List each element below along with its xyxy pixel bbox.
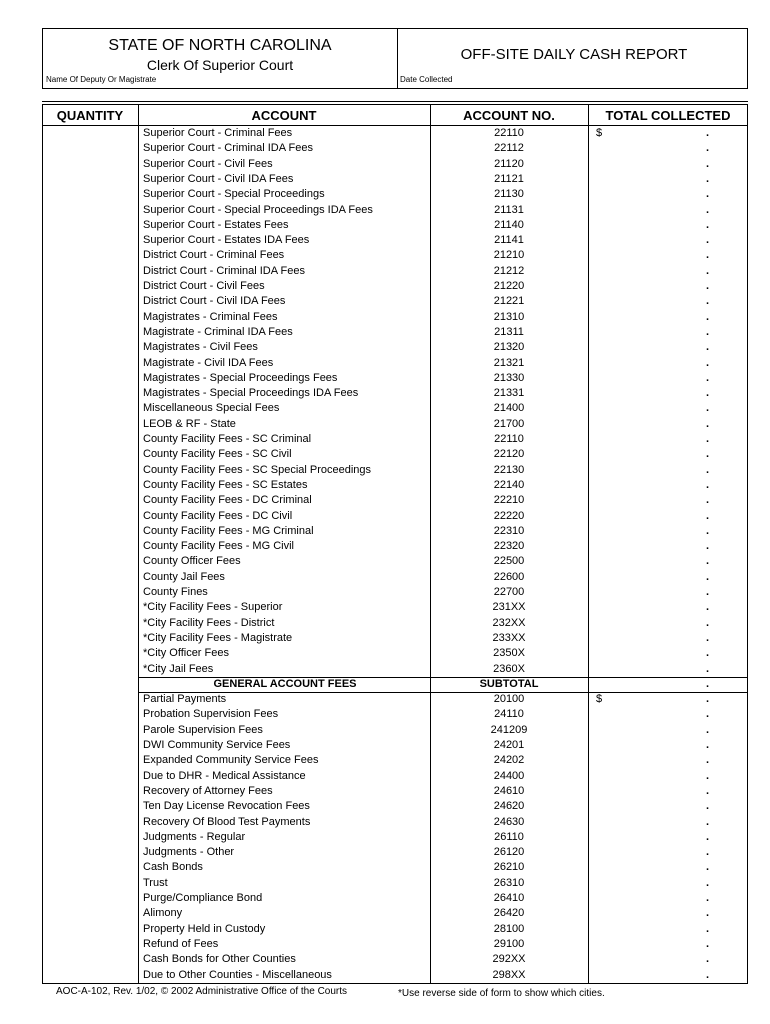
table-row	[0, 248, 770, 263]
account-name: Cash Bonds	[143, 861, 203, 874]
account-name: County Facility Fees - DC Civil	[143, 509, 293, 522]
account-number: 22140	[493, 478, 525, 491]
account-number: 298XX	[492, 968, 526, 981]
total-collected-value: .	[706, 631, 710, 644]
table-row	[0, 340, 770, 355]
account-name: *City Facility Fees - Superior	[143, 601, 283, 614]
account-number: 21140	[494, 218, 524, 231]
account-name: Superior Court - Special Proceedings IDA Fees	[143, 203, 373, 216]
total-collected-value: .	[706, 830, 710, 843]
account-number: 231XX	[492, 601, 526, 614]
total-collected-value: .	[706, 662, 710, 675]
dollar-sign: $	[596, 127, 603, 139]
form-id: AOC-A-102, Rev. 1/02, © 2002 Administrative Office of the Courts	[56, 986, 348, 997]
total-collected-value: .	[706, 295, 710, 308]
account-number: 26110	[494, 830, 524, 843]
account-number: 292XX	[492, 953, 526, 966]
report-title: OFF-SITE DAILY CASH REPORT	[460, 46, 688, 63]
account-name: Magistrates - Civil Fees	[143, 341, 258, 354]
total-collected-value: .	[706, 708, 710, 721]
state-title: STATE OF NORTH CAROLINA	[108, 37, 332, 54]
table-row	[0, 493, 770, 508]
account-name: DWI Community Service Fees	[143, 739, 291, 751]
table-row	[0, 509, 770, 524]
total-collected-value: .	[706, 157, 710, 170]
account-number: 26210	[493, 861, 525, 874]
table-row	[0, 539, 770, 554]
table-row	[0, 906, 770, 921]
account-name: County Facility Fees - SC Special Proceedings	[143, 463, 372, 476]
total-collected-value: .	[706, 249, 710, 262]
account-number: 22110	[494, 127, 524, 139]
account-number: 21320	[493, 341, 525, 354]
account-number: 22500	[493, 555, 525, 568]
table-row	[0, 233, 770, 248]
total-collected-value: .	[706, 693, 710, 706]
total-collected-value: .	[706, 937, 710, 950]
table-row	[0, 310, 770, 325]
account-name: Magistrate - Civil IDA Fees	[143, 356, 274, 369]
table-row	[0, 646, 770, 661]
table-row	[0, 616, 770, 631]
account-number: 21310	[493, 310, 525, 323]
account-name: Superior Court - Estates Fees	[143, 218, 289, 231]
total-collected-value: .	[706, 127, 710, 139]
table-row	[0, 432, 770, 447]
account-name: Alimony	[143, 907, 183, 920]
account-name: Magistrates - Special Proceedings Fees	[143, 371, 338, 384]
table-row	[0, 203, 770, 218]
account-number: 22320	[493, 540, 525, 553]
account-number: 2350X	[493, 647, 525, 660]
account-name: *City Jail Fees	[143, 662, 214, 675]
account-number: 26120	[493, 846, 525, 859]
table-row	[0, 968, 770, 983]
account-number: 21220	[493, 280, 525, 292]
table-row	[0, 356, 770, 371]
table-row	[0, 463, 770, 478]
account-number: 22110	[494, 433, 524, 445]
total-collected-value: .	[706, 754, 710, 767]
subtotal-top-rule	[138, 677, 748, 678]
account-name: Recovery Of Blood Test Payments	[143, 815, 311, 828]
table-row	[0, 937, 770, 952]
account-name: Refund of Fees	[143, 937, 219, 950]
account-name: Probation Supervision Fees	[143, 708, 279, 721]
total-collected-value: .	[706, 601, 710, 614]
account-name: District Court - Civil Fees	[143, 280, 265, 292]
account-number: 22600	[493, 570, 525, 583]
total-collected-value: .	[706, 234, 710, 247]
table-row	[0, 662, 770, 677]
total-collected-value: .	[706, 907, 710, 920]
account-name: District Court - Civil IDA Fees	[143, 295, 286, 308]
total-collected-value: .	[706, 953, 710, 966]
table-row	[0, 891, 770, 906]
date-collected-label: Date Collected	[400, 75, 453, 84]
account-name: Superior Court - Civil IDA Fees	[143, 172, 294, 185]
account-number: 21212	[493, 264, 525, 277]
account-name: Superior Court - Criminal IDA Fees	[143, 142, 313, 155]
account-name: Superior Court - Estates IDA Fees	[143, 234, 310, 247]
account-name: Property Held in Custody	[143, 922, 266, 935]
total-collected-value: .	[706, 310, 710, 323]
table-row	[0, 830, 770, 845]
table-row	[0, 952, 770, 967]
table-row	[0, 417, 770, 432]
table-row	[0, 126, 770, 141]
total-collected-value: .	[706, 280, 710, 292]
table-row	[0, 524, 770, 539]
total-collected-value: .	[706, 570, 710, 583]
account-number: 24201	[493, 739, 525, 751]
total-collected-value: .	[706, 356, 710, 369]
total-collected-value: .	[706, 494, 710, 507]
total-collected-value: .	[706, 846, 710, 859]
total-collected-value: .	[706, 586, 710, 598]
account-number: 21141	[494, 234, 524, 247]
header-bottom-line	[42, 88, 748, 89]
account-name: Superior Court - Criminal Fees	[143, 127, 293, 139]
account-name: County Facility Fees - DC Criminal	[143, 494, 312, 507]
subtotal-label: SUBTOTAL	[479, 677, 539, 690]
total-collected-value: .	[706, 540, 710, 553]
account-name: Magistrate - Criminal IDA Fees	[143, 325, 293, 338]
total-collected-value: .	[706, 203, 710, 216]
account-name: Miscellaneous Special Fees	[143, 402, 280, 415]
account-number: 21120	[494, 157, 524, 170]
total-collected-value: .	[706, 769, 710, 782]
account-name: Expanded Community Service Fees	[143, 754, 319, 767]
total-collected-value: .	[706, 264, 710, 277]
total-collected-value: .	[706, 341, 710, 354]
dollar-sign: $	[596, 693, 603, 706]
total-collected-value: .	[706, 723, 710, 736]
table-row	[0, 769, 770, 784]
account-name: County Jail Fees	[143, 570, 225, 583]
account-name: *City Facility Fees - District	[143, 616, 275, 629]
account-name: County Facility Fees - MG Criminal	[143, 524, 314, 537]
table-row	[0, 845, 770, 860]
deputy-name-label: Name Of Deputy Or Magistrate	[46, 75, 157, 84]
col-total-header: TOTAL COLLECTED	[605, 108, 731, 123]
account-number: 21121	[494, 172, 524, 185]
account-number: 20100	[493, 693, 525, 706]
table-row	[0, 784, 770, 799]
table-row	[0, 753, 770, 768]
table-row	[0, 860, 770, 875]
account-number: 24610	[493, 784, 525, 797]
account-number: 21210	[493, 249, 525, 262]
account-number: 26410	[493, 892, 525, 904]
total-collected-value: .	[706, 218, 710, 231]
table-row	[0, 386, 770, 401]
table-row	[0, 677, 770, 692]
table-row	[0, 401, 770, 416]
total-collected-value: .	[706, 172, 710, 185]
account-number: 22210	[493, 494, 525, 507]
account-number: 241209	[490, 723, 528, 736]
table-row	[0, 738, 770, 753]
account-number: 24630	[493, 815, 525, 828]
account-number: 29100	[493, 937, 525, 950]
total-collected-value: .	[706, 188, 710, 201]
total-collected-value: .	[706, 892, 710, 904]
total-collected-value: .	[706, 387, 710, 400]
account-name: County Facility Fees - SC Criminal	[143, 433, 312, 445]
table-row	[0, 325, 770, 340]
account-name: Magistrates - Criminal Fees	[143, 310, 278, 323]
table-row	[0, 554, 770, 569]
account-number: 24110	[494, 708, 524, 721]
account-name: Purge/Compliance Bond	[143, 892, 263, 904]
total-collected-value: .	[706, 509, 710, 522]
account-number: 233XX	[492, 631, 526, 644]
total-collected-value: .	[706, 478, 710, 491]
account-number: 24400	[493, 769, 525, 782]
account-number: 232XX	[492, 616, 526, 629]
table-row	[0, 799, 770, 814]
account-name: Trust	[143, 876, 168, 889]
total-collected-value: .	[706, 647, 710, 660]
account-name: *City Facility Fees - Magistrate	[143, 631, 293, 644]
account-name: Superior Court - Special Proceedings	[143, 188, 325, 201]
account-number: 22120	[493, 448, 525, 461]
account-number: 21330	[493, 371, 525, 384]
account-number: 26310	[493, 876, 525, 889]
table-row	[0, 187, 770, 202]
account-name: Due to DHR - Medical Assistance	[143, 769, 306, 782]
total-collected-value: .	[706, 677, 710, 690]
account-number: 28100	[493, 922, 525, 935]
account-number: 21321	[493, 356, 525, 369]
account-number: 22310	[493, 524, 525, 537]
table-row	[0, 294, 770, 309]
table-row	[0, 570, 770, 585]
total-collected-value: .	[706, 325, 710, 338]
account-name: Parole Supervision Fees	[143, 723, 263, 736]
total-collected-value: .	[706, 417, 710, 430]
account-name: County Fines	[143, 586, 208, 598]
table-row	[0, 692, 770, 707]
total-collected-value: .	[706, 371, 710, 384]
col-quantity-header: QUANTITY	[56, 108, 124, 123]
col-account-no-header: ACCOUNT NO.	[463, 108, 555, 123]
account-name: County Facility Fees - SC Civil	[143, 448, 292, 461]
account-number: 21700	[493, 417, 525, 430]
table-row	[0, 585, 770, 600]
account-name: Due to Other Counties - Miscellaneous	[143, 968, 332, 981]
total-collected-value: .	[706, 555, 710, 568]
account-number: 21311	[494, 325, 524, 338]
footnote: *Use reverse side of form to show which cities.	[398, 988, 605, 999]
total-collected-value: .	[706, 616, 710, 629]
table-row	[0, 876, 770, 891]
account-name: *City Officer Fees	[143, 647, 229, 660]
table-row	[0, 172, 770, 187]
account-name: Judgments - Other	[143, 846, 235, 859]
total-collected-value: .	[706, 861, 710, 874]
total-collected-value: .	[706, 922, 710, 935]
account-name: Magistrates - Special Proceedings IDA Fees	[143, 387, 359, 400]
account-number: 24202	[493, 754, 525, 767]
table-row	[0, 279, 770, 294]
account-name: District Court - Criminal Fees	[143, 249, 285, 262]
account-number: 21221	[493, 295, 525, 308]
clerk-title: Clerk Of Superior Court	[146, 57, 294, 73]
account-number: 24620	[493, 800, 525, 813]
table-row	[0, 141, 770, 156]
account-number: 21400	[493, 402, 525, 415]
account-number: 22130	[493, 463, 525, 476]
account-name: County Facility Fees - SC Estates	[143, 478, 308, 491]
account-number: 21130	[494, 188, 524, 201]
account-name: Superior Court - Civil Fees	[143, 157, 273, 170]
table-row	[0, 157, 770, 172]
table-row	[0, 371, 770, 386]
account-name: Judgments - Regular	[143, 830, 246, 843]
account-name: LEOB & RF - State	[143, 417, 236, 430]
table-row	[0, 723, 770, 738]
account-name: Partial Payments	[143, 693, 227, 706]
total-collected-value: .	[706, 142, 710, 155]
total-collected-value: .	[706, 402, 710, 415]
total-collected-value: .	[706, 433, 710, 445]
total-collected-value: .	[706, 968, 710, 981]
account-number: 21331	[493, 387, 525, 400]
total-collected-value: .	[706, 448, 710, 461]
total-collected-value: .	[706, 739, 710, 751]
account-name: Cash Bonds for Other Counties	[143, 953, 296, 966]
table-row	[0, 600, 770, 615]
total-collected-value: .	[706, 876, 710, 889]
account-name: Ten Day License Revocation Fees	[143, 800, 310, 813]
col-account-header: ACCOUNT	[251, 108, 317, 123]
table-row	[0, 447, 770, 462]
table-row	[0, 218, 770, 233]
account-name: County Facility Fees - MG Civil	[143, 540, 294, 553]
total-collected-value: .	[706, 784, 710, 797]
table-top-rule	[42, 101, 748, 102]
account-number: 22112	[494, 142, 524, 155]
total-collected-value: .	[706, 463, 710, 476]
account-number: 21131	[494, 203, 524, 216]
account-number: 22700	[493, 586, 525, 598]
table-row	[0, 478, 770, 493]
table-row	[0, 922, 770, 937]
account-name: District Court - Criminal IDA Fees	[143, 264, 305, 277]
account-name: County Officer Fees	[143, 555, 241, 568]
account-number: 2360X	[493, 662, 525, 675]
table-row	[0, 707, 770, 722]
total-collected-value: .	[706, 524, 710, 537]
account-number: 22220	[493, 509, 525, 522]
table-row	[0, 815, 770, 830]
subtotal-bottom-rule	[138, 692, 748, 693]
table-row	[0, 631, 770, 646]
total-collected-value: .	[706, 800, 710, 813]
total-collected-value: .	[706, 815, 710, 828]
table-row	[0, 264, 770, 279]
general-account-fees-heading: GENERAL ACCOUNT FEES	[213, 677, 357, 690]
account-number: 26420	[493, 907, 525, 920]
account-name: Recovery of Attorney Fees	[143, 784, 273, 797]
